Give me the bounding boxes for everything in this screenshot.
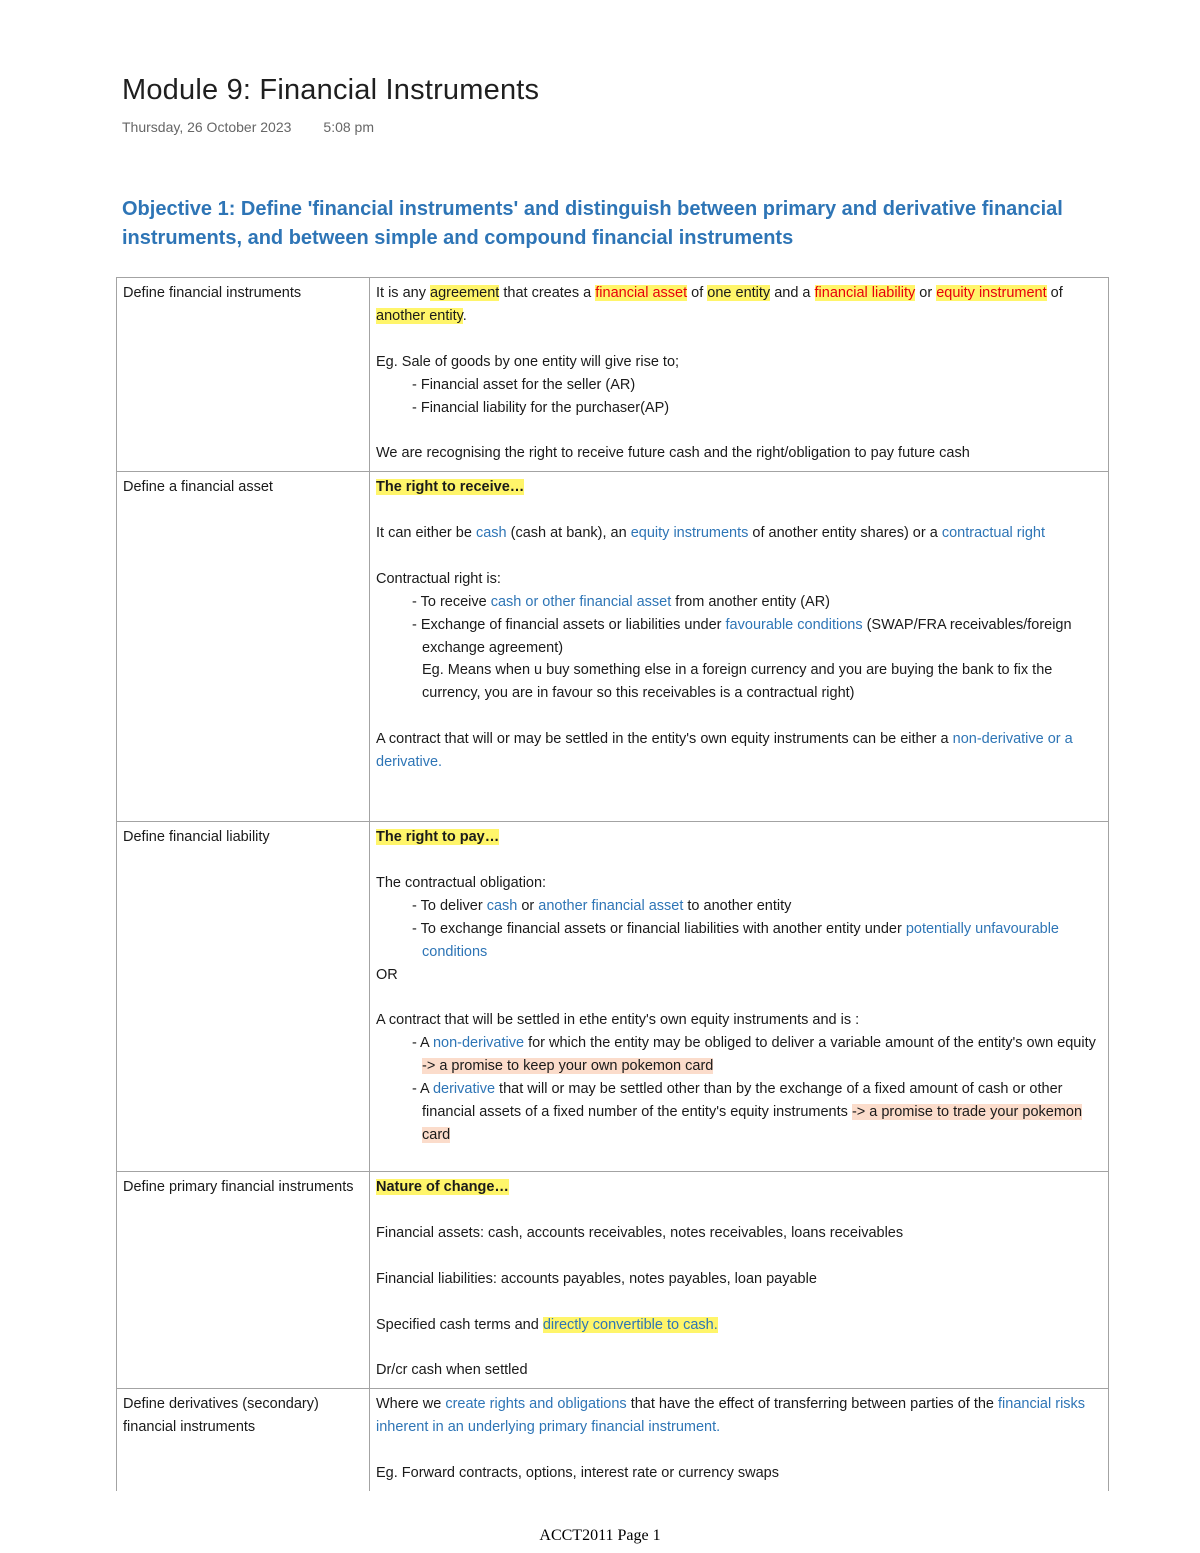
definition-text: Where we create rights and obligations that have the effect of transferring between parties of the financial risks inherent in an underlying primary financial instrument. (376, 1396, 1086, 1436)
list-item: - To exchange financial assets or financial liabilities with another entity under potentially unfavourable conditions (412, 920, 1059, 960)
page-title: Module 9: Financial Instruments (122, 74, 540, 106)
row-heading: Nature of change… (376, 1179, 509, 1196)
row-label: Define financial liability (117, 822, 370, 1172)
row-heading: The right to receive… (376, 479, 525, 496)
row-label: Define primary financial instruments (117, 1172, 370, 1389)
closing-text: We are recognising the right to receive future cash and the right/obligation to pay future cash (376, 445, 970, 462)
list-item: - Exchange of financial assets or liabilities under favourable conditions (SWAP/FRA receivables/foreign exchange agreement) (412, 616, 1072, 656)
objective-heading: Objective 1: Define 'financial instruments' and distinguish between primary and derivative financial instruments, and between simple and compound financial instruments (122, 198, 1063, 249)
table-row (117, 822, 1109, 1172)
definition-text: Specified cash terms and directly convertible to cash. (376, 1316, 718, 1333)
list-item: - A non-derivative for which the entity may be obliged to deliver a variable amount of the entity's own equity -> a promise to keep your own pokemon card (412, 1035, 1096, 1075)
example-text: Eg. Forward contracts, options, interest rate or currency swaps (376, 1465, 779, 1482)
row-label: Define derivatives (secondary) financial instruments (117, 1389, 370, 1491)
definition-text: Dr/cr cash when settled (376, 1362, 528, 1379)
table-row (117, 1172, 1109, 1389)
example-text: Eg. Sale of goods by one entity will give rise to; (376, 353, 680, 370)
list-item-note: Eg. Means when u buy something else in a foreign currency and you are buying the bank to fix the currency, you are in favour so this receivables is a contractual right) (422, 662, 1053, 702)
list-item: - Financial asset for the seller (AR) (412, 376, 636, 393)
row-label: Define financial instruments (117, 278, 370, 472)
row-content (370, 1172, 1109, 1389)
or-text: OR (376, 966, 398, 983)
subheading-text: The contractual obligation: (376, 875, 547, 892)
row-heading: The right to pay… (376, 829, 500, 846)
table-row (117, 1389, 1109, 1491)
subheading-text: Contractual right is: (376, 570, 501, 587)
page-meta (122, 119, 374, 135)
list-item: - A derivative that will or may be settled other than by the exchange of a fixed amount of cash or other financial assets of a fixed number of the entity's equity instruments -> a promise to trade your pokemon card (412, 1081, 1083, 1143)
definition-text: A contract that will or may be settled in the entity's own equity instruments can be either a non-derivative or a derivative. (376, 731, 1073, 771)
definition-text: Financial liabilities: accounts payables, notes payables, loan payable (376, 1270, 817, 1287)
row-content (370, 472, 1109, 822)
list-item: - Financial liability for the purchaser(AP) (412, 399, 670, 416)
table-row (117, 278, 1109, 472)
page-footer: ACCT2011 Page 1 (539, 1527, 661, 1544)
row-content (370, 822, 1109, 1172)
page-date: Thursday, 26 October 2023 (122, 119, 292, 135)
definitions-table (116, 277, 1109, 1491)
row-label: Define a financial asset (117, 472, 370, 822)
row-content (370, 1389, 1109, 1491)
list-item: - To receive cash or other financial asset from another entity (AR) (412, 593, 831, 610)
page-time: 5:08 pm (323, 119, 374, 135)
table-row (117, 472, 1109, 822)
definition-text: It can either be cash (cash at bank), an equity instruments of another entity shares) or a contractual right (376, 525, 1045, 542)
definition-text: A contract that will be settled in ethe entity's own equity instruments and is : (376, 1012, 860, 1029)
definition-text: It is any agreement that creates a financial asset of one entity and a financial liability or equity instrument of another entity. (376, 285, 1063, 324)
definition-text: Financial assets: cash, accounts receivables, notes receivables, loans receivables (376, 1225, 904, 1242)
list-item: - To deliver cash or another financial asset to another entity (412, 897, 792, 914)
row-content (370, 278, 1109, 472)
